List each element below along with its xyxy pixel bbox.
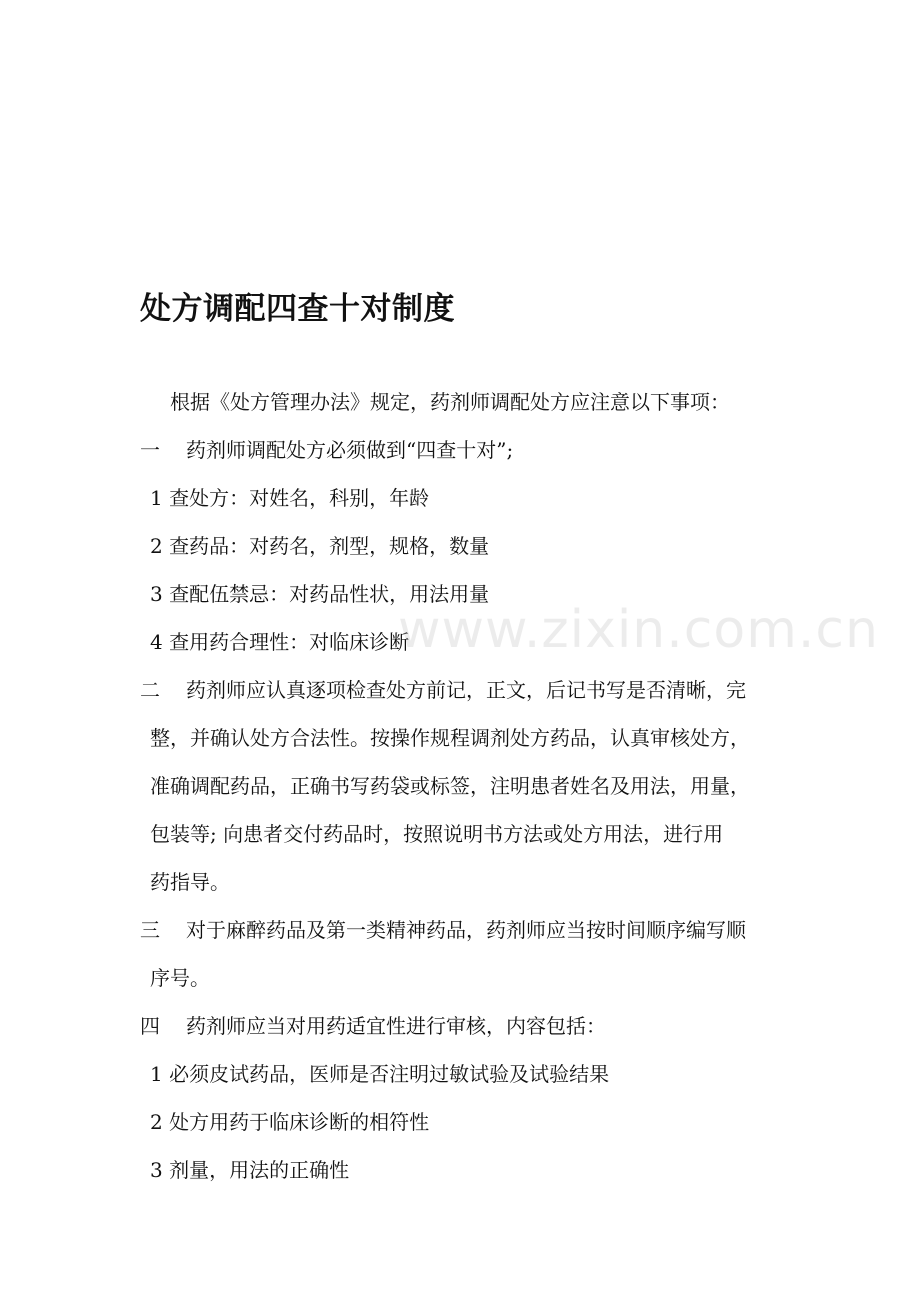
section-3-text: 对于麻醉药品及第一类精神药品，药剂师应当按时间顺序编写顺 xyxy=(186,918,746,942)
section-2-line-4: 包装等; 向患者交付药品时，按照说明书方法或处方用法，进行用 xyxy=(150,822,724,846)
document-title: 处方调配四查十对制度 xyxy=(140,291,455,327)
section-3-line-2: 序号。 xyxy=(150,966,210,990)
section-1-item-2: 2 查药品：对药名，剂型，规格，数量 xyxy=(150,534,490,558)
section-1-heading xyxy=(140,436,513,464)
section-4-heading xyxy=(140,1012,606,1040)
section-1-text: 药剂师调配处方必须做到“四查十对”; xyxy=(186,438,514,462)
section-2-line-3: 准确调配药品，正确书写药袋或标签，注明患者姓名及用法，用量， xyxy=(150,774,750,798)
section-4-item-3: 3 剂量，用法的正确性 xyxy=(150,1158,350,1182)
watermark: www.zixin.com.cn xyxy=(398,600,879,660)
section-3-line-1 xyxy=(140,916,746,944)
section-2-marker: 二 xyxy=(140,678,160,702)
section-4-item-2: 2 处方用药于临床诊断的相符性 xyxy=(150,1110,430,1134)
section-3-marker: 三 xyxy=(140,918,160,942)
section-1-marker: 一 xyxy=(140,438,160,462)
section-2-line-1 xyxy=(140,676,746,704)
section-1-item-3: 3 查配伍禁忌：对药品性状，用法用量 xyxy=(150,582,490,606)
section-4-text: 药剂师应当对用药适宜性进行审核，内容包括： xyxy=(186,1014,606,1038)
section-1-item-1: 1 查处方：对姓名，科别，年龄 xyxy=(150,486,430,510)
section-4-item-1: 1 必须皮试药品，医师是否注明过敏试验及试验结果 xyxy=(150,1062,610,1086)
section-4-marker: 四 xyxy=(140,1014,160,1038)
section-2-line-2: 整，并确认处方合法性。按操作规程调剂处方药品，认真审核处方， xyxy=(150,726,750,750)
section-1-item-4: 4 查用药合理性：对临床诊断 xyxy=(150,630,410,654)
section-2-line-5: 药指导。 xyxy=(150,870,230,894)
intro-paragraph: 根据《处方管理办法》规定，药剂师调配处方应注意以下事项： xyxy=(170,390,730,414)
section-2-text: 药剂师应认真逐项检查处方前记，正文，后记书写是否清晰，完 xyxy=(186,678,746,702)
